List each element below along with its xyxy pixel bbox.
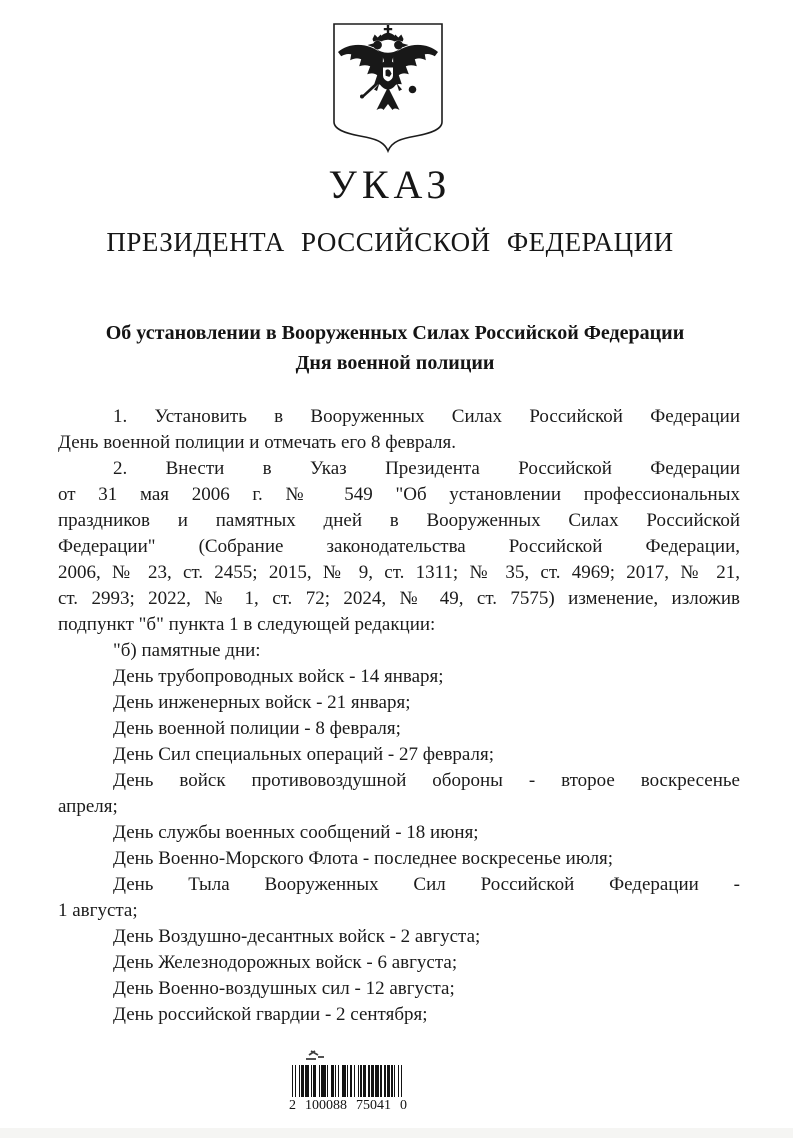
document-issuer: ПРЕЗИДЕНТА РОССИЙСКОЙ ФЕДЕРАЦИИ	[106, 227, 674, 257]
body-line: ст. 2993; 2022, № 1, ст. 72; 2024, № 49, ст. 7575) изменение, изложив	[58, 588, 740, 609]
body-line: День Железнодорожных войск - 6 августа;	[113, 952, 458, 973]
body-line: День Военно-воздушных сил - 12 августа;	[113, 978, 455, 999]
body-line: "б) памятные дни:	[113, 640, 261, 661]
body-line: День Военно-Морского Флота - последнее воскресенье июля;	[113, 848, 614, 869]
body-line: День Сил специальных операций - 27 февраля;	[113, 744, 495, 765]
subject-line-2: Дня военной полиции	[295, 352, 495, 374]
body-line: от 31 мая 2006 г. № 549 "Об установлении профессиональных	[58, 484, 740, 505]
coat-of-arms-icon	[332, 22, 444, 154]
barcode-digit-group: 75041	[356, 1098, 391, 1113]
document-subject	[40, 318, 750, 378]
decree-body	[58, 404, 740, 1028]
barcode-overprint-mark	[301, 1048, 331, 1063]
body-line: подпункт "б" пункта 1 в следующей редакции:	[58, 614, 436, 635]
body-line: День службы военных сообщений - 18 июня;	[113, 822, 479, 843]
body-line: День Тыла Вооруженных Сил Российской Федерации -	[113, 874, 740, 895]
body-line: 2. Внести в Указ Президента Российской Федерации	[113, 458, 740, 479]
body-line: праздников и памятных дней в Вооруженных Силах Российской	[58, 510, 740, 531]
barcode-digit-group: 2	[289, 1098, 296, 1113]
body-line: День трубопроводных войск - 14 января;	[113, 666, 444, 687]
barcode-digit-group: 100088	[305, 1098, 347, 1113]
barcode-digits	[289, 1098, 407, 1114]
barcode-digit-group: 0	[400, 1098, 407, 1113]
body-line: 1 августа;	[58, 900, 138, 921]
body-line: День Воздушно-десантных войск - 2 августа;	[113, 926, 481, 947]
body-line: День российской гвардии - 2 сентября;	[113, 1004, 428, 1025]
body-line: День военной полиции и отмечать его 8 февраля.	[58, 432, 456, 453]
body-line: апреля;	[58, 796, 118, 817]
scan-edge-strip	[0, 1128, 793, 1138]
body-line: Федерации" (Собрание законодательства Российской Федерации,	[58, 536, 740, 557]
subject-line-1: Об установлении в Вооруженных Силах Российской Федерации	[105, 322, 685, 344]
body-line: 1. Установить в Вооруженных Силах Российской Федерации	[113, 406, 740, 427]
body-line: День войск противовоздушной обороны - второе воскресенье	[113, 770, 740, 791]
body-line: 2006, № 23, ст. 2455; 2015, № 9, ст. 1311; № 35, ст. 4969; 2017, № 21,	[58, 562, 740, 583]
barcode	[289, 1048, 409, 1116]
barcode-bars	[292, 1065, 403, 1097]
document-type-title: УКАЗ	[328, 162, 452, 207]
body-line: День инженерных войск - 21 января;	[113, 692, 411, 713]
body-line: День военной полиции - 8 февраля;	[113, 718, 401, 739]
